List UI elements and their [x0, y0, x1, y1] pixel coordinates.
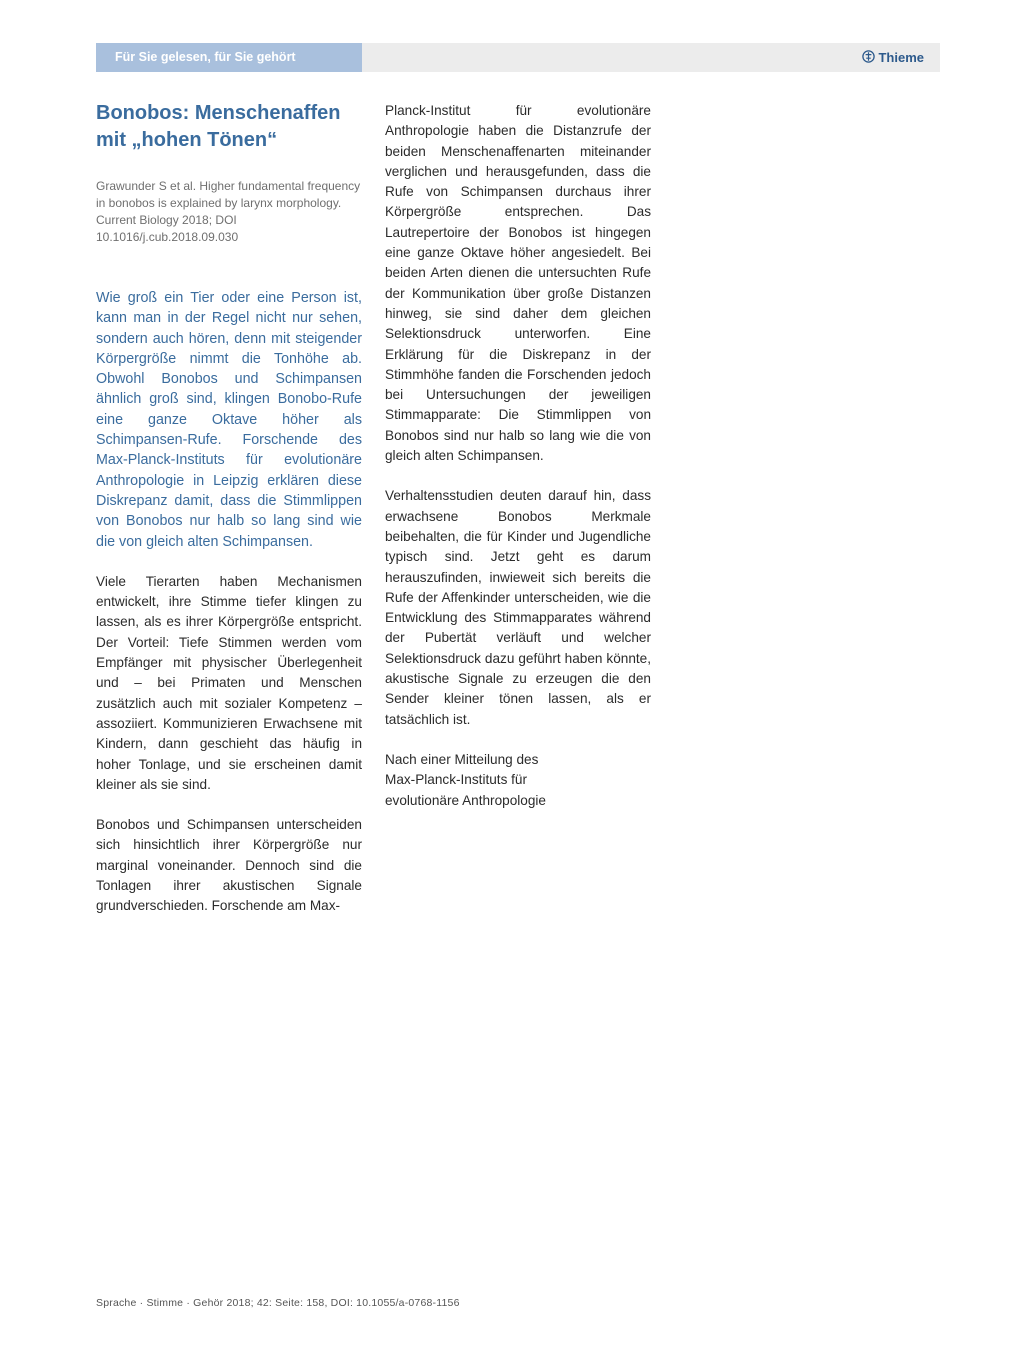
article-citation: Grawunder S et al. Higher fundamental frequency in bonobos is explained by larynx morphology. Current Biology 2018; DOI 10.1016/j.cub.2018.09.030 — [96, 179, 361, 244]
column-right — [385, 101, 651, 811]
body-paragraph-2-continued: Planck-Institut für evolutionäre Anthropologie haben die Distanzrufe der beiden Menschenaffenarten miteinander verglichen und herausgefunden, dass die Rufe von Schimpansen durchaus ihrer Körpergröße entsprechen. Das Lautrepertoire der Bonobos ist hingegen eine ganze Oktave höher angesiedelt. Bei beiden Arten dienen die untersuchten Rufe der Kommunikation über große Distanzen hinweg, sie sind daher dem gleichen Selektionsdruck unterworfen. Eine Erklärung für die Diskrepanz in der Stimmhöhe fanden die Forschenden jedoch bei Untersuchungen der jeweiligen Stimmapparate: Die Stimmlippen von Bonobos sind nur halb so lang wie die von gleich alten Schimpansen. — [385, 103, 651, 464]
thieme-logo-icon — [862, 50, 875, 66]
source-line-2: Max-Planck-Instituts für — [385, 772, 528, 788]
column-left — [96, 100, 362, 937]
publisher-name: Thieme — [878, 50, 924, 65]
article-title: Bonobos: Menschenaffen mit „hohen Tönen“ — [96, 102, 341, 151]
source-note — [385, 750, 651, 811]
page-footer: Sprache · Stimme · Gehör 2018; 42: Seite: 158, DOI: 10.1055/a-0768-1156 — [96, 1297, 460, 1309]
section-label: Für Sie gelesen, für Sie gehört — [96, 43, 362, 72]
source-line-1: Nach einer Mitteilung des — [385, 751, 539, 767]
source-line-3: evolutionäre Anthropologie — [385, 792, 546, 808]
publisher-logo — [862, 43, 924, 72]
header-bar — [96, 43, 940, 72]
body-paragraph-1: Viele Tierarten haben Mechanismen entwickelt, ihre Stimme tiefer klingen zu lassen, als es ihrer Körpergröße entspricht. Der Vorteil: Tiefe Stimmen werden vom Empfänger mit physischer Überlegenheit und – bei Primaten und Menschen zusätzlich auch mit sozialer Kompetenz – assoziiert. Kommunizieren Erwachsene mit Kindern, dann geschieht das häufig in hoher Tonlage, und sie erscheinen damit kleiner als sie sind. — [96, 573, 362, 792]
body-paragraph-2: Bonobos und Schimpansen unterscheiden sich hinsichtlich ihrer Körpergröße nur marginal voneinander. Dennoch sind die Tonlagen ihrer akustischen Signale grundverschieden. Forschende am Max- — [96, 817, 362, 914]
article-lead: Wie groß ein Tier oder eine Person ist, kann man in der Regel nicht nur sehen, sondern auch hören, denn mit steigender Körpergröße nimmt die Tonhöhe ab. Obwohl Bonobos und Schimpansen ähnlich groß sind, klingen Bonobo-Rufe eine ganze Oktave höher als Schimpansen-Rufe. Forschende des Max-Planck-Instituts für evolutionäre Anthropologie in Leipzig erklären diese Diskrepanz damit, dass die Stimmlippen von Bonobos nur halb so lang sind wie die von gleich alten Schimpansen. — [96, 290, 362, 550]
body-paragraph-3: Verhaltensstudien deuten darauf hin, dass erwachsene Bonobos Merkmale beibehalten, die für Kinder und Jugendliche typisch sind. Jetzt geht es darum herauszufinden, inwieweit sich bereits die Rufe der Affenkinder unterscheiden, wie die Entwicklung des Stimmapparates während der Pubertät verläuft und welcher Selektionsdruck dazu geführt haben könnte, akustische Signale zu erzeugen die den Sender kleiner tönen lassen, als er tatsächlich ist. — [385, 488, 651, 727]
